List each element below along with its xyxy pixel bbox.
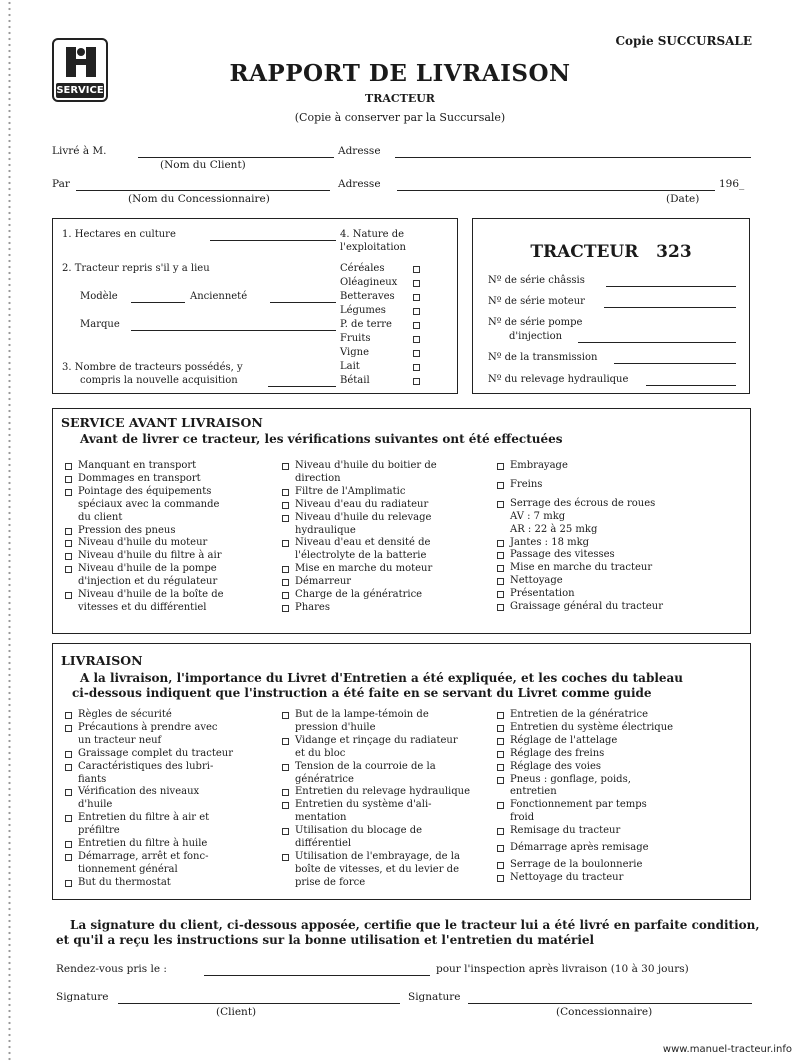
checkbox[interactable] — [65, 751, 72, 758]
checklist-item-text: AR : 22 à 25 mkg — [510, 523, 598, 535]
checklist-item-text: Réglage des voies — [510, 760, 602, 772]
checklist-item-text: hydraulique — [295, 524, 356, 536]
dealer-signature-caption: (Concessionnaire) — [556, 1006, 653, 1018]
checkbox[interactable] — [497, 501, 504, 508]
checklist-item — [497, 460, 745, 473]
checkbox[interactable] — [282, 592, 289, 599]
nature-item-label: Oléagineux — [340, 277, 398, 288]
checklist-item-text: différentiel — [295, 838, 352, 850]
adresse-label: Adresse — [338, 145, 381, 157]
checklist-item — [282, 825, 494, 851]
checkbox[interactable] — [497, 578, 504, 585]
checklist-item-text: entretien — [510, 786, 557, 798]
marque-field[interactable] — [131, 330, 336, 331]
checklist-item — [65, 473, 275, 486]
checklist-item-text: Niveau d'huile de la boîte de — [78, 589, 224, 601]
checklist-item-text: Embrayage — [510, 460, 568, 471]
checklist-item — [282, 735, 494, 761]
signature-statement-1: La signature du client, ci-dessous apposée, certifie que le tracteur lui a été livré en parfaite condition, — [70, 918, 760, 932]
checklist-item — [497, 601, 745, 614]
serie-chassis-field[interactable] — [606, 286, 736, 287]
page-title: RAPPORT DE LIVRAISON — [229, 60, 571, 87]
checklist-item — [65, 537, 275, 550]
nombre-label-1: 3. Nombre de tracteurs possédés, y — [62, 362, 243, 373]
checkbox[interactable] — [65, 566, 72, 573]
checklist-item-text: Entretien du système électrique — [510, 721, 674, 733]
hectares-field[interactable] — [210, 240, 336, 241]
dealer-address-field[interactable] — [397, 190, 715, 191]
checkbox[interactable] — [497, 712, 504, 719]
checklist-item — [497, 549, 745, 562]
checklist-item-text: Tension de la courroie de la — [295, 760, 436, 772]
checklist-item — [282, 602, 492, 615]
concessionnaire-caption: (Nom du Concessionnaire) — [128, 193, 270, 205]
checkbox[interactable] — [65, 789, 72, 796]
checklist-item-text: Vérification des niveaux — [78, 786, 200, 798]
checkbox[interactable] — [497, 802, 504, 809]
checklist-item-text: Nettoyage — [510, 575, 563, 587]
adresse2-label: Adresse — [338, 178, 381, 190]
nature-item-label: Bétail — [340, 375, 370, 386]
anciennete-label: Ancienneté — [190, 291, 248, 302]
checklist-item-text: direction — [295, 472, 341, 484]
checkbox[interactable] — [65, 712, 72, 719]
checklist-item-text: Niveau d'eau du radiateur — [295, 498, 429, 510]
year-prefix: 196_ — [719, 178, 745, 190]
checklist-item — [65, 812, 275, 838]
checkbox[interactable] — [282, 579, 289, 586]
checklist-item — [282, 589, 492, 602]
checklist-item — [282, 786, 494, 799]
tracteur-model-number: 323 — [656, 242, 692, 262]
service-intro: Avant de livrer ce tracteur, les vérifications suivantes ont été effectuées — [80, 432, 563, 446]
checklist-item-text: préfiltre — [78, 825, 120, 837]
checklist-item — [497, 588, 745, 601]
checklist-item-text: Niveau d'huile du moteur — [78, 537, 208, 549]
signature-client-field[interactable] — [118, 1003, 400, 1004]
checkbox[interactable] — [282, 802, 289, 809]
checklist-item — [65, 786, 275, 812]
checklist-item — [65, 563, 275, 589]
transmission-field[interactable] — [614, 363, 736, 364]
checklist-item — [282, 563, 492, 576]
checklist-item — [497, 575, 745, 588]
serie-moteur-field[interactable] — [604, 307, 736, 308]
nature-item-checkbox[interactable] — [413, 280, 420, 287]
checklist-item-text: prise de force — [295, 876, 366, 888]
checklist-item — [65, 722, 275, 748]
nature-item-checkbox[interactable] — [413, 322, 420, 329]
tracteur-title-label: TRACTEUR — [530, 242, 639, 262]
checkbox[interactable] — [497, 482, 504, 489]
checklist-item — [497, 872, 745, 885]
checkbox[interactable] — [497, 604, 504, 611]
rdv-label: Rendez-vous pris le : — [56, 963, 167, 975]
checklist-item-text: Vidange et rinçage du radiateur — [295, 734, 458, 746]
marque-label: Marque — [80, 319, 120, 330]
checklist-item — [282, 499, 492, 512]
checklist-item-text: boîte de vitesses, et du levier de — [295, 863, 459, 875]
checklist-item — [497, 859, 745, 872]
checklist-item-text: Entretien du filtre à air et — [78, 812, 210, 824]
checkbox[interactable] — [497, 738, 504, 745]
checklist-item-text: Graissage complet du tracteur — [78, 747, 234, 759]
date-caption: (Date) — [666, 193, 700, 205]
checklist-item — [497, 479, 745, 492]
checkbox[interactable] — [65, 553, 72, 560]
signature-client-label: Signature — [56, 991, 109, 1003]
nature-item-label: Céréales — [340, 263, 385, 274]
checkbox[interactable] — [65, 540, 72, 547]
checklist-item-text: Serrage des écrous de roues — [510, 497, 656, 509]
client-signature-caption: (Client) — [216, 1006, 257, 1018]
anciennete-field[interactable] — [270, 302, 336, 303]
checklist-item — [282, 576, 492, 589]
serie-moteur-label: Nº de série moteur — [488, 296, 585, 307]
checkbox[interactable] — [497, 845, 504, 852]
nature-item-checkbox[interactable] — [413, 266, 420, 273]
checkbox[interactable] — [497, 463, 504, 470]
tracteur-title — [472, 242, 750, 262]
nature-item-label: Vigne — [340, 347, 370, 358]
checkbox[interactable] — [282, 566, 289, 573]
checkbox[interactable] — [65, 489, 72, 496]
checklist-item-text: Dommages en transport — [78, 472, 201, 484]
serie-pompe-field[interactable] — [578, 342, 736, 343]
modele-field[interactable] — [131, 302, 185, 303]
service-column-2 — [282, 460, 492, 615]
checklist-item-text: Filtre de l'Amplimatic — [295, 485, 406, 497]
checklist-item-text: l'électrolyte de la batterie — [295, 550, 427, 562]
checklist-item-text: génératrice — [295, 773, 354, 785]
checkbox[interactable] — [65, 841, 72, 848]
checkbox[interactable] — [65, 463, 72, 470]
checkbox[interactable] — [65, 854, 72, 861]
page-subtitle: TRACTEUR — [365, 92, 435, 105]
nature-item-label: Légumes — [340, 305, 386, 316]
checkbox[interactable] — [282, 854, 289, 861]
checklist-item — [65, 589, 275, 615]
checklist-item-text: Utilisation de l'embrayage, de la — [295, 850, 460, 862]
checklist-item-text: AV : 7 mkg — [510, 510, 566, 522]
checklist-item — [497, 562, 745, 575]
checkbox[interactable] — [497, 875, 504, 882]
checklist-item — [65, 851, 275, 877]
client-address-field[interactable] — [395, 157, 751, 158]
nature-item-checkbox[interactable] — [413, 294, 420, 301]
checkbox[interactable] — [282, 502, 289, 509]
checklist-item — [65, 709, 275, 722]
checklist-item — [65, 838, 275, 851]
website-footer: www.manuel-tracteur.info — [662, 1044, 792, 1055]
livraison-intro-2: ci-dessous indiquent que l'instruction a été faite en se servant du Livret comme guide — [72, 686, 652, 700]
nature-item-checkbox[interactable] — [413, 350, 420, 357]
checklist-item-text: Démarreur — [295, 576, 352, 588]
checklist-item-text: Niveau d'huile de la pompe — [78, 563, 217, 575]
service-title: SERVICE AVANT LIVRAISON — [61, 415, 263, 430]
checkbox[interactable] — [65, 592, 72, 599]
checklist-item-text: vitesses et du différentiel — [78, 601, 207, 613]
checklist-item-text: et du bloc — [295, 747, 346, 759]
checklist-item-text: froid — [510, 812, 535, 824]
checklist-item — [497, 825, 745, 838]
client-name-field[interactable] — [138, 157, 334, 158]
checklist-item-text: But du thermostat — [78, 876, 171, 888]
nature-item-checkbox[interactable] — [413, 364, 420, 371]
checklist-item — [497, 722, 745, 735]
nature-item-label: Betteraves — [340, 291, 395, 302]
checklist-item — [65, 525, 275, 538]
checkbox[interactable] — [65, 476, 72, 483]
checkbox[interactable] — [65, 725, 72, 732]
checklist-item — [497, 842, 745, 855]
checklist-item-text: tionnement général — [78, 863, 178, 875]
nature-item-label: Fruits — [340, 333, 371, 344]
checklist-item-text: Fonctionnement par temps — [510, 799, 647, 811]
checklist-item — [65, 748, 275, 761]
signature-statement-2: et qu'il a reçu les instructions sur la bonne utilisation et l'entretien du matériel — [56, 933, 595, 947]
livraison-column-2 — [282, 709, 494, 890]
par-label: Par — [52, 178, 70, 190]
checklist-item-text: Caractéristiques des lubri- — [78, 760, 214, 772]
nature-item-label: P. de terre — [340, 319, 392, 330]
checklist-item-text: Mise en marche du moteur — [295, 563, 433, 575]
checklist-item — [282, 851, 494, 890]
checkbox[interactable] — [497, 591, 504, 598]
checklist-item-text: Entretien du système d'ali- — [295, 799, 432, 811]
checklist-item-text: Pneus : gonflage, poids, — [510, 773, 631, 785]
checklist-item-text: Serrage de la boulonnerie — [510, 858, 643, 870]
checklist-item-text: Niveau d'huile du filtre à air — [78, 550, 222, 562]
checkbox[interactable] — [65, 815, 72, 822]
checklist-item — [65, 877, 275, 890]
checklist-item — [65, 761, 275, 787]
checklist-item — [497, 799, 745, 825]
nature-item-checkbox[interactable] — [413, 308, 420, 315]
livre-label: Livré à M. — [52, 145, 107, 157]
checklist-item-text: mentation — [295, 812, 347, 824]
checkbox[interactable] — [65, 880, 72, 887]
checklist-item-text: Graissage général du tracteur — [510, 601, 663, 613]
checklist-item-text: Pointage des équipements — [78, 485, 212, 497]
checkbox[interactable] — [282, 764, 289, 771]
checklist-item-text: Mise en marche du tracteur — [510, 562, 653, 574]
checklist-item-text: But de la lampe-témoin de — [295, 709, 429, 720]
checklist-item — [497, 537, 745, 550]
checklist-item-text: Réglage de l'attelage — [510, 734, 618, 746]
checklist-item-text: Niveau d'huile du boitier de — [295, 460, 437, 471]
checkbox[interactable] — [65, 528, 72, 535]
service-column-3 — [497, 460, 745, 614]
checklist-item — [282, 512, 492, 538]
checkbox[interactable] — [282, 605, 289, 612]
checklist-item-text: Niveau d'huile du relevage — [295, 511, 432, 523]
checklist-item-text: Charge de la génératrice — [295, 589, 423, 601]
checklist-item — [282, 460, 492, 486]
checklist-item-text: Pression des pneus — [78, 524, 176, 536]
checkbox[interactable] — [497, 764, 504, 771]
hectares-label: 1. Hectares en culture — [62, 229, 176, 240]
checklist-item-text: Phares — [295, 601, 330, 613]
checklist-item-text: Réglage des freins — [510, 747, 605, 759]
checklist-item — [497, 761, 745, 774]
checkbox[interactable] — [497, 828, 504, 835]
checkbox[interactable] — [497, 725, 504, 732]
checklist-item-text: Niveau d'eau et densité de — [295, 537, 431, 549]
checklist-item-text: Entretien du relevage hydraulique — [295, 786, 470, 798]
checklist-item — [497, 735, 745, 748]
serie-pompe-label: Nº de série pompe — [488, 317, 583, 328]
logo-service-label: SERVICE — [56, 85, 104, 96]
checklist-item-text: Précautions à prendre avec — [78, 721, 218, 733]
nombre-label-2: compris la nouvelle acquisition — [80, 375, 238, 386]
checklist-item-text: Règles de sécurité — [78, 709, 172, 720]
checklist-item-text: Démarrage après remisage — [510, 842, 649, 854]
nature-item-checkbox[interactable] — [413, 336, 420, 343]
checklist-item-text: Utilisation du blocage de — [295, 825, 423, 837]
checklist-item-text: du client — [78, 511, 123, 523]
checkbox[interactable] — [282, 789, 289, 796]
livraison-intro-1: A la livraison, l'importance du Livret d'Entretien a été expliquée, et les coches du tableau — [80, 671, 684, 685]
checklist-item-text: Passage des vitesses — [510, 549, 615, 561]
checklist-item-text: spéciaux avec la commande — [78, 498, 220, 510]
checkbox[interactable] — [497, 777, 504, 784]
checklist-item-text: Remisage du tracteur — [510, 825, 621, 837]
checklist-item-text: pression d'huile — [295, 721, 376, 733]
service-column-1 — [65, 460, 275, 615]
perforated-edge — [8, 0, 11, 1061]
signature-dealer-field[interactable] — [468, 1003, 752, 1004]
relevage-field[interactable] — [646, 385, 736, 386]
checklist-item — [65, 460, 275, 473]
nature-item-label: Lait — [340, 361, 360, 372]
nature-label-1: 4. Nature de — [340, 229, 405, 240]
checklist-item — [282, 761, 494, 787]
checkbox[interactable] — [282, 463, 289, 470]
checklist-item-text: d'injection et du régulateur — [78, 576, 218, 588]
checkbox[interactable] — [497, 862, 504, 869]
checklist-item — [282, 709, 494, 735]
checklist-item-text: Démarrage, arrêt et fonc- — [78, 850, 209, 862]
checklist-item-text: Entretien de la génératrice — [510, 709, 648, 720]
checklist-item — [497, 774, 745, 800]
checklist-item — [282, 537, 492, 563]
client-caption: (Nom du Client) — [160, 159, 246, 171]
checklist-item — [497, 498, 745, 537]
checkbox[interactable] — [282, 712, 289, 719]
tracteur-repris-label: 2. Tracteur repris s'il y a lieu — [62, 263, 210, 274]
rdv-date-field[interactable] — [204, 975, 430, 976]
transmission-label: Nº de la transmission — [488, 352, 598, 363]
checklist-item-text: Présentation — [510, 588, 575, 600]
modele-label: Modèle — [80, 291, 118, 302]
checklist-item — [497, 709, 745, 722]
signature-dealer-label: Signature — [408, 991, 461, 1003]
serie-pompe-label-2: d'injection — [509, 331, 563, 342]
copy-note: (Copie à conserver par la Succursale) — [294, 111, 506, 124]
livraison-column-3 — [497, 709, 745, 885]
checklist-item — [282, 486, 492, 499]
livraison-title: LIVRAISON — [61, 653, 143, 668]
livraison-column-1 — [65, 709, 275, 890]
checklist-item — [497, 748, 745, 761]
checklist-item-text: d'huile — [78, 799, 113, 811]
checklist-item — [65, 486, 275, 525]
nature-item-checkbox[interactable] — [413, 378, 420, 385]
checklist-item-text: fiants — [78, 773, 107, 785]
rdv-suffix: pour l'inspection après livraison (10 à 30 jours) — [436, 963, 689, 975]
checkbox[interactable] — [497, 540, 504, 547]
checklist-item — [282, 799, 494, 825]
serie-chassis-label: Nº de série châssis — [488, 275, 585, 286]
nature-label-2: l'exploitation — [340, 242, 406, 253]
checkbox[interactable] — [282, 540, 289, 547]
nombre-field[interactable] — [268, 386, 336, 387]
checkbox[interactable] — [282, 738, 289, 745]
checkbox[interactable] — [282, 515, 289, 522]
relevage-label: Nº du relevage hydraulique — [488, 374, 629, 385]
checklist-item-text: Jantes : 18 mkg — [510, 536, 590, 548]
checklist-item-text: Nettoyage du tracteur — [510, 871, 624, 883]
checklist-item-text: Entretien du filtre à huile — [78, 838, 208, 850]
checkbox[interactable] — [65, 764, 72, 771]
checkbox[interactable] — [497, 552, 504, 559]
checklist-item-text: Freins — [510, 478, 543, 490]
checklist-item-text: un tracteur neuf — [78, 734, 162, 746]
copy-label: Copie SUCCURSALE — [615, 34, 752, 48]
dealer-name-field[interactable] — [76, 190, 330, 191]
checklist-item — [65, 550, 275, 563]
checklist-item-text: Manquant en transport — [78, 460, 197, 471]
checkbox[interactable] — [282, 828, 289, 835]
checkbox[interactable] — [282, 489, 289, 496]
checkbox[interactable] — [497, 751, 504, 758]
checkbox[interactable] — [497, 565, 504, 572]
